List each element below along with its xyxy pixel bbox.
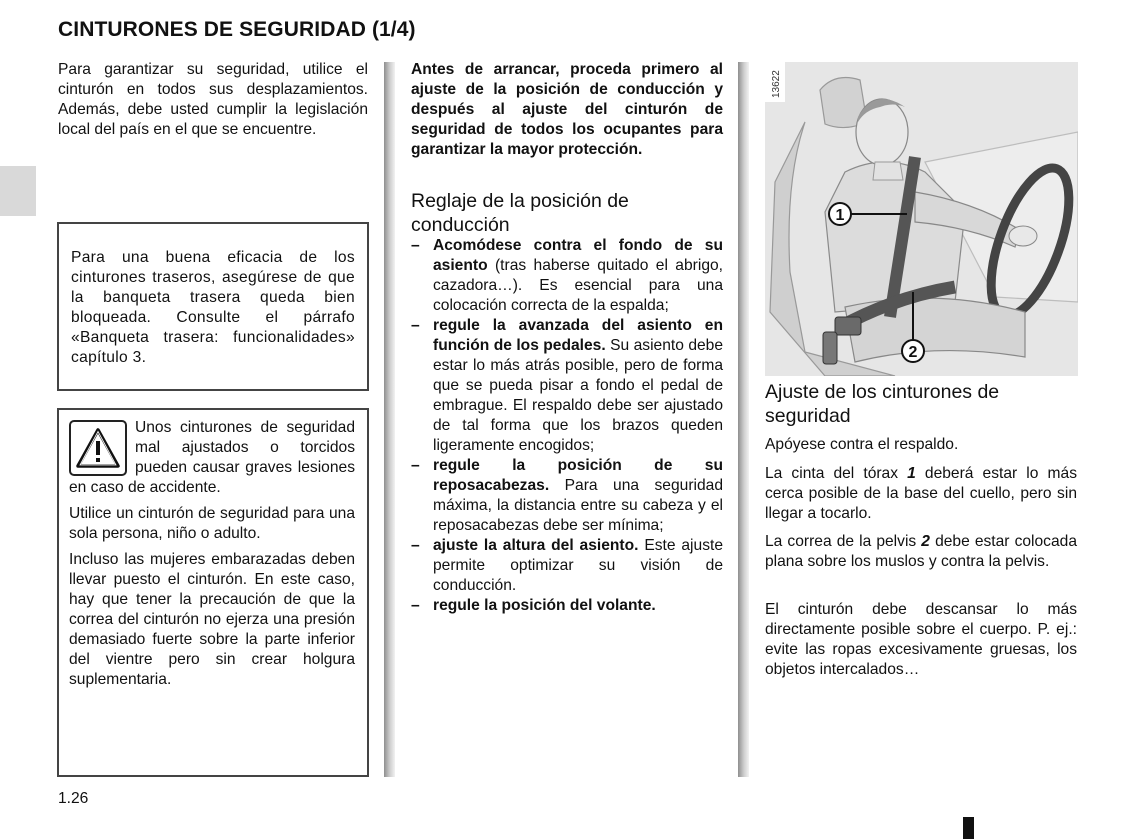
page-number: 1.26 <box>58 790 89 807</box>
driving-position-list <box>411 236 723 616</box>
warning-text-2: Utilice un cinturón de seguridad para una sola persona, niño o adulto. <box>69 505 355 542</box>
list-item: – ajuste la altura del asiento. Este ajuste permite optimizar su visión de conducción. <box>411 536 723 596</box>
figure-reference: 13622 <box>771 70 782 98</box>
page-title-part: (1/4) <box>371 18 416 41</box>
seatbelt-illustration <box>765 62 1078 376</box>
note-text: Para una buena eficacia de los cinturones traseros, asegúrese de que la banqueta trasera queda bien bloqueada. Consulte el párrafo «Banqueta trasera: funcionalidades» capítulo 3. <box>71 249 355 366</box>
warning-text-3: Incluso las mujeres embarazadas deben llevar puesto el cinturón. En este caso, hay que tener la precaución de que la correa del cinturón no ejerza una presión demasiado fuerte sobre la parte inferior del vientre pero sin crear holgura suplementaria. <box>69 551 355 688</box>
col3-paragraph-2: La cinta del tórax 1 deberá estar lo más cerca posible de la base del cuello, pero sin llegar a tocarlo. <box>765 465 1077 522</box>
list-item: – Acomódese contra el fondo de su asiento (tras haberse quitado el abrigo, cazadora…). Es esencial para una colocación correcta de la espalda; <box>411 236 723 316</box>
page-title <box>58 18 416 42</box>
section-heading: Reglaje de la posición de conducción <box>411 190 629 236</box>
column-divider <box>384 62 395 777</box>
col3-paragraph-4: El cinturón debe descansar lo más directamente posible sobre el cuerpo. P. ej.: evite las ropas excesivamente gruesas, los objetos intercalados… <box>765 601 1077 678</box>
intro-bold-paragraph: Antes de arrancar, proceda primero al ajuste de la posición de conducción y después al ajuste del cinturón de seguridad de todos los ocupantes para garantizar la mayor protección. <box>411 61 723 158</box>
list-item: – regule la avanzada del asiento en función de los pedales. Su asiento debe estar lo más atrás posible, pero de forma que se pueda pisar a fondo el pedal de embrague. El respaldo debe ser ajustado de tal forma que los brazos queden ligeramente encogidos; <box>411 316 723 456</box>
col3-paragraph-1: Apóyese contra el respaldo. <box>765 436 959 453</box>
list-item: – regule la posición del volante. <box>411 596 723 616</box>
seatbelt-drawing <box>765 62 1078 376</box>
note-box <box>57 222 369 391</box>
page-title-text: CINTURONES DE SEGURIDAD <box>58 18 366 41</box>
section-heading: Ajuste de los cinturones de seguridad <box>765 381 1000 427</box>
list-item: – regule la posición de su reposacabezas. Para una seguridad máxima, la distancia entre su cabeza y el reposacabezas debe ser mínima; <box>411 456 723 536</box>
column-divider <box>738 62 749 777</box>
warning-triangle-icon <box>69 420 127 476</box>
warning-text-1: Unos cinturones de seguridad mal ajustados o torcidos pueden causar graves lesiones en caso de accidente. <box>69 419 355 496</box>
col3-paragraph-3: La correa de la pelvis 2 debe estar colocada plana sobre los muslos y contra la pelvis. <box>765 533 1077 570</box>
callout-1: 1 <box>835 207 845 224</box>
callout-2: 2 <box>908 344 918 361</box>
intro-paragraph: Para garantizar su seguridad, utilice el cinturón en todos sus desplazamientos. Además, debe usted cumplir la legislación local del país en el que se encuentre. <box>58 61 368 138</box>
chapter-tab <box>0 166 36 216</box>
warning-box <box>57 408 369 777</box>
page-edge-marker <box>963 817 974 839</box>
